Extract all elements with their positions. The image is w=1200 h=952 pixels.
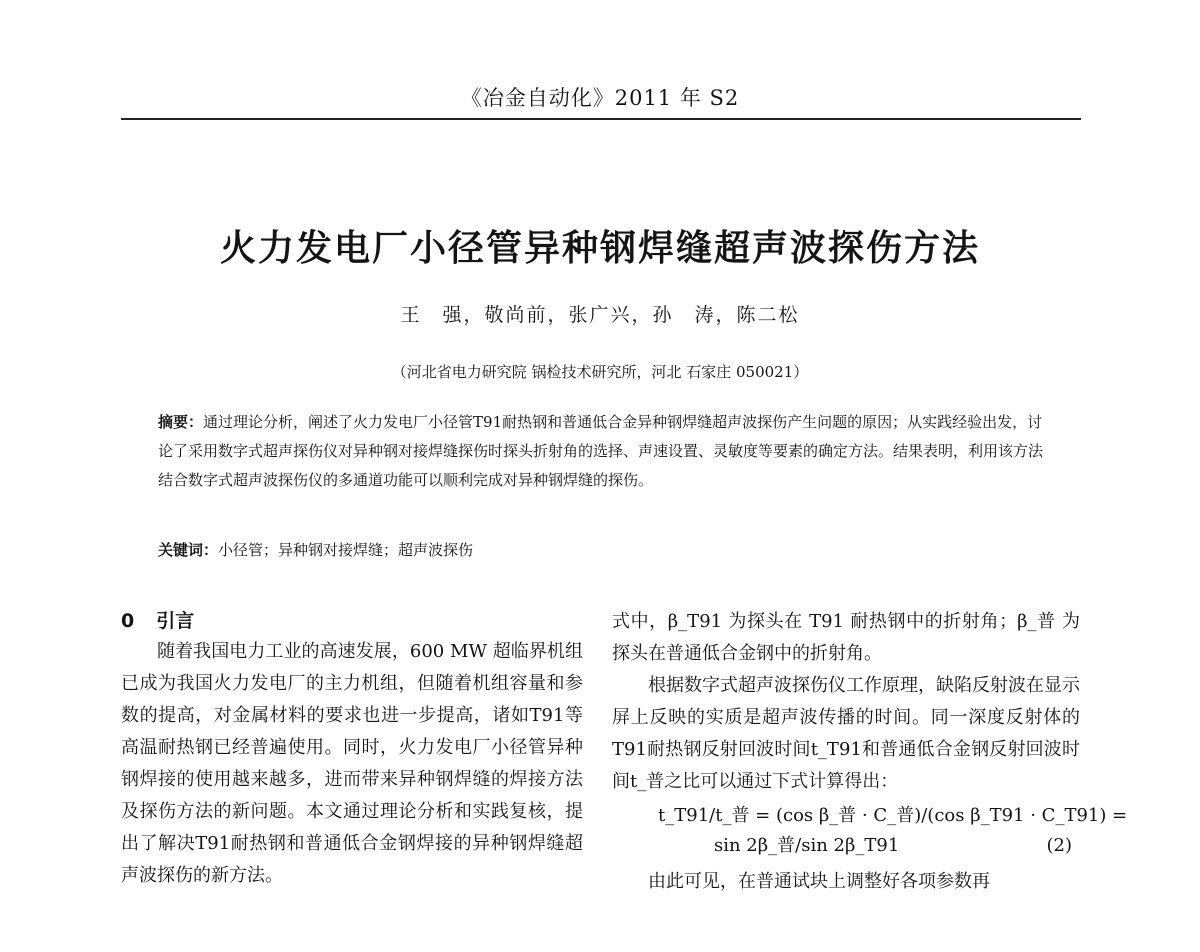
keywords-label: 关键词： [158, 541, 219, 559]
paper-title: 火力发电厂小径管异种钢焊缝超声波探伤方法 [219, 228, 980, 269]
symbol-definition-paragraph: 式中，β_T91 为探头在 T91 耐热钢中的折射角；β_普 为探头在普通低合金钢中的折射角。 [612, 611, 1080, 664]
right-column [612, 606, 1128, 898]
section-heading [121, 606, 583, 636]
abstract-label: 摘要： [158, 413, 204, 431]
author-list: 王 强，敬尚前，张广兴，孙 涛，陈二松 [400, 304, 800, 326]
abstract-text: 通过理论分析，阐述了火力发电厂小径管T91耐热钢和普通低合金异种钢焊缝超声波探伤产生问题的原因；从实践经验出发，讨论了采用数字式超声探伤仪对异种钢对接焊缝探伤时探头折射角的选择、声速设置、灵敏度等要素的确定方法。结果表明，利用该方法结合数字式超声波探伤仪的多通道功能可以顺利完成对异种钢焊缝的探伤。 [158, 413, 1044, 489]
equation-number: (2) [1046, 835, 1072, 856]
keywords-text: 小径管；异种钢对接焊缝；超声波探伤 [218, 541, 474, 559]
left-column [121, 606, 583, 892]
journal-header: 《冶金自动化》2011 年 S2 [460, 86, 740, 110]
affiliation: （河北省电力研究院 锅检技术研究所，河北 石家庄 050021） [391, 363, 809, 381]
conclusion-paragraph-start: 由此可见，在普通试块上调整好各项参数再 [648, 871, 990, 892]
equation-2 [612, 800, 1128, 864]
header-rule [121, 118, 1081, 120]
intro-paragraph: 随着我国电力工业的高速发展，600 MW 超临界机组已成为我国火力发电厂的主力机组，但随着机组容量和参数的提高，对金属材料的要求也进一步提高，诸如T91等高温耐热钢已经普遍使用。同时，火力发电厂小径管异种钢焊接的使用越来越多，进而带来异种钢焊缝的焊接方法及探伤方法的新问题。本文通过理论分析和实践复核，提出了解决T91耐热钢和普通低合金钢焊接的异种钢焊缝超声波探伤的新方法。 [121, 641, 583, 886]
section-title: 引言 [156, 610, 195, 632]
section-number: 0 [121, 610, 135, 632]
principle-paragraph: 根据数字式超声波探伤仪工作原理，缺陷反射波在显示屏上反映的实质是超声波传播的时间。同一深度反射体的T91耐热钢反射回波时间t_T91和普通低合金钢反射回波时间t_普之比可以通过下式计算得出： [612, 675, 1080, 792]
abstract [158, 408, 1050, 495]
equation-line-2: sin 2β_普/sin 2β_T91 [714, 835, 900, 856]
equation-line-1: t_T91/t_普 = (cos β_普 · C_普)/(cos β_T91 · C_T91) = [658, 805, 1128, 826]
keywords [158, 536, 1050, 565]
